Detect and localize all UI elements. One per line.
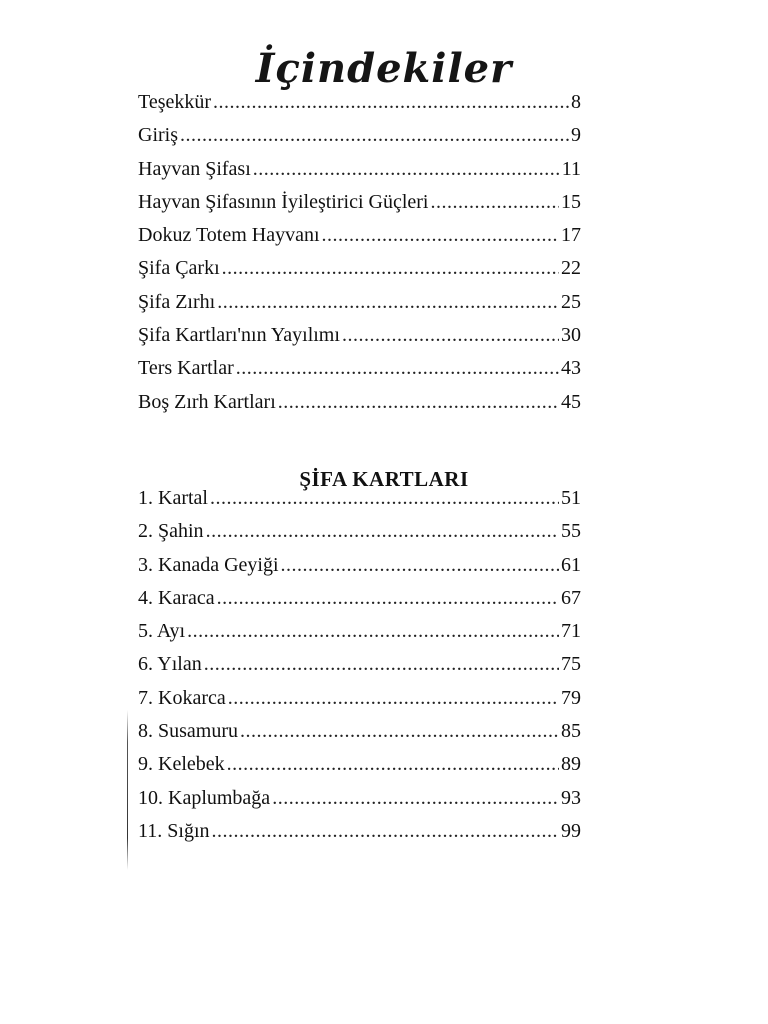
dot-leader	[213, 86, 569, 119]
card-entry-page: 55	[561, 520, 581, 543]
card-entry	[138, 815, 581, 848]
card-entry	[138, 515, 581, 548]
dot-leader	[228, 682, 559, 715]
card-list	[138, 482, 581, 848]
toc-entry-page: 30	[561, 324, 581, 347]
toc-entry-page: 17	[561, 224, 581, 247]
dot-leader	[222, 252, 559, 285]
card-entry	[138, 682, 581, 715]
card-entry-page: 93	[561, 786, 581, 809]
toc-entry	[138, 252, 581, 285]
card-entry-label: 8. Susamuru	[138, 720, 238, 743]
table-of-contents	[138, 86, 581, 419]
toc-entry	[138, 219, 581, 252]
card-entry	[138, 582, 581, 615]
dot-leader	[253, 153, 560, 186]
card-entry	[138, 482, 581, 515]
toc-entry-page: 22	[561, 257, 581, 280]
dot-leader	[342, 319, 559, 352]
card-entry-label: 4. Karaca	[138, 586, 215, 609]
toc-entry-label: Şifa Kartları'nın Yayılımı	[138, 324, 340, 347]
dot-leader	[236, 352, 559, 385]
card-entry-page: 51	[561, 487, 581, 509]
card-entry-label: 6. Yılan	[138, 653, 202, 676]
dot-leader	[281, 549, 559, 582]
toc-entry	[138, 319, 581, 352]
dot-leader	[187, 615, 559, 648]
card-entry-label: 11. Sığın	[138, 819, 210, 842]
toc-entry	[138, 86, 581, 119]
toc-entry	[138, 352, 581, 385]
dot-leader	[212, 815, 560, 848]
card-entry-page: 75	[561, 653, 581, 676]
card-entry-label: 2. Şahin	[138, 520, 204, 543]
toc-entry-page: 25	[561, 290, 581, 313]
card-entry	[138, 748, 581, 781]
card-entry-page: 85	[561, 720, 581, 743]
dot-leader	[227, 748, 559, 781]
dot-leader	[430, 186, 559, 219]
card-entry	[138, 549, 581, 582]
toc-entry-label: Şifa Zırhı	[138, 290, 216, 313]
toc-entry	[138, 286, 581, 319]
card-entry	[138, 782, 581, 815]
card-entry-page: 61	[561, 553, 581, 576]
toc-entry-label: Ters Kartlar	[138, 357, 234, 380]
card-entry-label: 7. Kokarca	[138, 686, 226, 709]
card-entry	[138, 715, 581, 748]
card-entry-page: 67	[561, 586, 581, 609]
toc-entry-page: 43	[561, 357, 581, 380]
toc-entry	[138, 153, 581, 186]
toc-entry-page: 8	[571, 91, 581, 113]
page-title: İçindekiler	[255, 44, 513, 92]
card-entry-label: 1. Kartal	[138, 487, 208, 509]
card-entry-label: 3. Kanada Geyiği	[138, 553, 279, 576]
dot-leader	[217, 286, 559, 319]
toc-entry-page: 15	[561, 190, 581, 213]
card-entry-label: 10. Kaplumbağa	[138, 786, 271, 809]
toc-entry-label: Hayvan Şifası	[138, 157, 251, 180]
card-entry	[138, 648, 581, 681]
toc-entry-label: Giriş	[138, 124, 178, 147]
card-entry-page: 79	[561, 686, 581, 709]
toc-entry	[138, 386, 581, 419]
dot-leader	[206, 515, 559, 548]
card-entry-page: 89	[561, 753, 581, 776]
dot-leader	[240, 715, 559, 748]
toc-entry-label: Teşekkür	[138, 91, 212, 113]
toc-entry-page: 11	[561, 157, 581, 180]
toc-entry-page: 45	[561, 390, 581, 413]
dot-leader	[204, 648, 559, 681]
dot-leader	[217, 582, 559, 615]
card-entry-label: 9. Kelebek	[138, 753, 225, 776]
dot-leader	[322, 219, 559, 252]
toc-entry-label: Boş Zırh Kartları	[138, 390, 276, 413]
card-entry-label: 5. Ayı	[138, 620, 186, 643]
dot-leader	[272, 782, 559, 815]
toc-entry	[138, 186, 581, 219]
card-entry-page: 71	[561, 620, 581, 643]
section-heading: ŞİFA KARTLARI	[299, 467, 469, 492]
dot-leader	[278, 386, 559, 419]
toc-entry-label: Dokuz Totem Hayvanı	[138, 224, 320, 247]
dot-leader	[210, 482, 559, 515]
card-entry	[138, 615, 581, 648]
toc-entry-page: 9	[571, 124, 581, 147]
toc-entry-label: Şifa Çarkı	[138, 257, 220, 280]
scan-margin-line	[127, 710, 128, 870]
card-entry-page: 99	[561, 819, 581, 842]
toc-entry	[138, 119, 581, 152]
dot-leader	[180, 119, 569, 152]
toc-entry-label: Hayvan Şifasının İyileştirici Güçleri	[138, 190, 429, 213]
